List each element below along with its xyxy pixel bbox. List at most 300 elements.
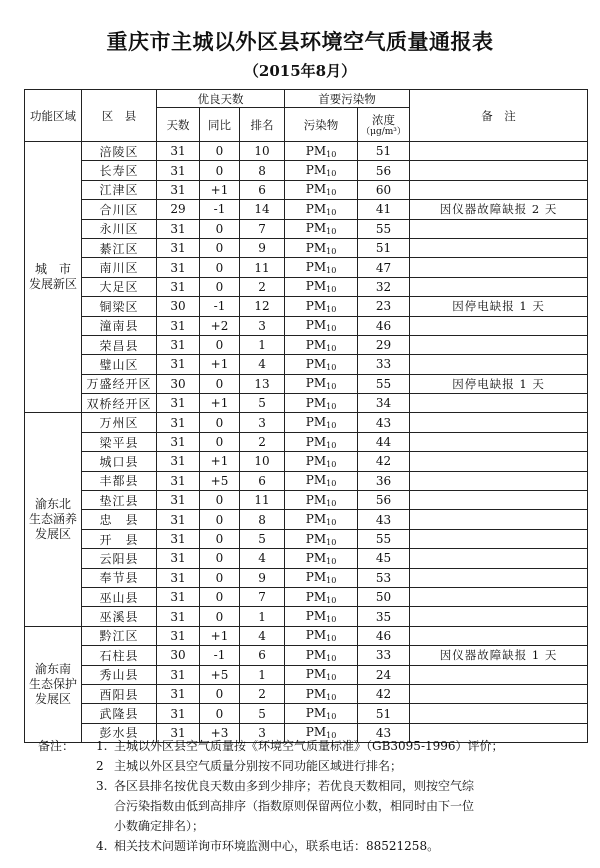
concentration-cell: 36 <box>358 471 410 490</box>
concentration-cell: 33 <box>358 646 410 665</box>
table-row <box>25 587 588 606</box>
table-row <box>25 297 588 316</box>
pollutant-subscript: 10 <box>326 576 337 586</box>
rank-cell: 2 <box>240 684 285 703</box>
pollutant-cell <box>285 529 358 548</box>
pollutant-cell <box>285 607 358 626</box>
pollutant-cell <box>285 200 358 219</box>
table-row <box>25 335 588 354</box>
rank-cell: 1 <box>240 335 285 354</box>
pollutant-cell <box>285 374 358 393</box>
region-cell <box>25 413 82 626</box>
yoy-cell: 0 <box>200 549 240 568</box>
remark-cell <box>410 549 588 568</box>
pollutant-name: PM <box>305 163 327 178</box>
days-cell: 31 <box>157 142 200 161</box>
rank-cell: 1 <box>240 607 285 626</box>
county-cell: 双桥经开区 <box>82 394 157 413</box>
rank-cell: 9 <box>240 238 285 257</box>
days-cell: 31 <box>157 394 200 413</box>
pollutant-name: PM <box>305 356 327 371</box>
concentration-cell: 43 <box>358 723 410 742</box>
county-cell: 万盛经开区 <box>82 374 157 393</box>
concentration-cell: 46 <box>358 626 410 645</box>
table-row <box>25 452 588 471</box>
table-row <box>25 665 588 684</box>
days-cell: 31 <box>157 316 200 335</box>
pollutant-name: PM <box>305 260 327 275</box>
remark-cell: 因仪器故障缺报 2 天 <box>410 200 588 219</box>
days-cell: 31 <box>157 684 200 703</box>
county-cell: 南川区 <box>82 258 157 277</box>
pollutant-subscript: 10 <box>326 440 337 450</box>
yoy-cell: 0 <box>200 432 240 451</box>
yoy-cell: -1 <box>200 646 240 665</box>
county-cell: 长寿区 <box>82 161 157 180</box>
county-cell: 云阳县 <box>82 549 157 568</box>
concentration-cell: 45 <box>358 549 410 568</box>
table-row <box>25 374 588 393</box>
county-cell: 万州区 <box>82 413 157 432</box>
pollutant-subscript: 10 <box>326 324 337 334</box>
table-row <box>25 180 588 199</box>
concentration-cell: 23 <box>358 297 410 316</box>
concentration-cell: 43 <box>358 413 410 432</box>
county-cell: 綦江区 <box>82 238 157 257</box>
yoy-cell: +1 <box>200 180 240 199</box>
pollutant-cell <box>285 704 358 723</box>
rank-cell: 6 <box>240 646 285 665</box>
pollutant-cell <box>285 394 358 413</box>
days-cell: 31 <box>157 161 200 180</box>
rank-cell: 10 <box>240 142 285 161</box>
pollutant-subscript: 10 <box>326 401 337 411</box>
concentration-cell: 44 <box>358 432 410 451</box>
pollutant-name: PM <box>305 609 327 624</box>
concentration-cell: 24 <box>358 665 410 684</box>
county-cell: 石柱县 <box>82 646 157 665</box>
pollutant-cell <box>285 549 358 568</box>
rank-cell: 3 <box>240 413 285 432</box>
pollutant-cell <box>285 684 358 703</box>
days-cell: 31 <box>157 607 200 626</box>
pollutant-name: PM <box>305 550 327 565</box>
pollutant-cell <box>285 432 358 451</box>
note-text: 小数确定排名）； <box>114 819 205 833</box>
concentration-cell: 55 <box>358 529 410 548</box>
rank-cell: 7 <box>240 219 285 238</box>
yoy-cell: +1 <box>200 394 240 413</box>
concentration-cell: 55 <box>358 374 410 393</box>
remark-cell: 因停电缺报 1 天 <box>410 374 588 393</box>
rank-cell: 4 <box>240 626 285 645</box>
table-row <box>25 142 588 161</box>
concentration-cell: 35 <box>358 607 410 626</box>
region-name-line: 渝东北 <box>34 497 71 512</box>
yoy-cell: 0 <box>200 568 240 587</box>
county-cell: 彭水县 <box>82 723 157 742</box>
remark-cell <box>410 277 588 296</box>
pollutant-cell <box>285 471 358 490</box>
days-cell: 31 <box>157 238 200 257</box>
yoy-cell: 0 <box>200 684 240 703</box>
header-region: 功能区域 <box>25 90 82 142</box>
pollutant-cell <box>285 219 358 238</box>
yoy-cell: 0 <box>200 142 240 161</box>
yoy-cell: +5 <box>200 665 240 684</box>
header-concentration-label: 浓度 <box>372 112 396 127</box>
pollutant-name: PM <box>305 240 327 255</box>
remark-cell <box>410 432 588 451</box>
pollutant-subscript: 10 <box>326 518 337 528</box>
county-cell: 梁平县 <box>82 432 157 451</box>
county-cell: 大足区 <box>82 277 157 296</box>
remark-cell <box>410 219 588 238</box>
remark-cell <box>410 316 588 335</box>
yoy-cell: 0 <box>200 219 240 238</box>
yoy-cell: 0 <box>200 277 240 296</box>
county-cell: 涪陵区 <box>82 142 157 161</box>
remark-cell <box>410 258 588 277</box>
pollutant-name: PM <box>305 395 327 410</box>
yoy-cell: 0 <box>200 161 240 180</box>
rank-cell: 13 <box>240 374 285 393</box>
note-item <box>38 816 593 836</box>
pollutant-subscript: 10 <box>326 285 337 295</box>
yoy-cell: 0 <box>200 238 240 257</box>
remark-cell <box>410 607 588 626</box>
pollutant-subscript: 10 <box>326 479 337 489</box>
concentration-cell: 56 <box>358 491 410 510</box>
pollutant-name: PM <box>305 318 327 333</box>
remark-cell <box>410 568 588 587</box>
pollutant-subscript: 10 <box>326 556 337 566</box>
pollutant-subscript: 10 <box>326 653 337 663</box>
days-cell: 30 <box>157 297 200 316</box>
rank-cell: 12 <box>240 297 285 316</box>
concentration-cell: 43 <box>358 510 410 529</box>
note-text: 主城以外区县空气质量分别按不同功能区域进行排名； <box>114 759 403 773</box>
concentration-cell: 53 <box>358 568 410 587</box>
county-cell: 垫江县 <box>82 491 157 510</box>
table-row <box>25 238 588 257</box>
pollutant-cell <box>285 335 358 354</box>
table-row <box>25 394 588 413</box>
table-row <box>25 432 588 451</box>
rank-cell: 5 <box>240 394 285 413</box>
concentration-cell: 60 <box>358 180 410 199</box>
pollutant-subscript: 10 <box>326 207 337 217</box>
pollutant-name: PM <box>305 589 327 604</box>
concentration-cell: 29 <box>358 335 410 354</box>
note-item <box>38 736 593 756</box>
pollutant-name: PM <box>305 531 327 546</box>
pollutant-subscript: 10 <box>326 169 337 179</box>
county-cell: 丰都县 <box>82 471 157 490</box>
pollutant-cell <box>285 452 358 471</box>
yoy-cell: -1 <box>200 200 240 219</box>
pollutant-subscript: 10 <box>326 673 337 683</box>
header-rank: 排名 <box>240 108 285 142</box>
pollutant-subscript: 10 <box>326 266 337 276</box>
county-cell: 城口县 <box>82 452 157 471</box>
note-text: 各区县排名按优良天数由多到少排序；若优良天数相同，则按空气综 <box>114 779 475 793</box>
pollutant-subscript: 10 <box>326 382 337 392</box>
days-cell: 31 <box>157 452 200 471</box>
remark-cell <box>410 238 588 257</box>
remark-cell <box>410 355 588 374</box>
rank-cell: 5 <box>240 704 285 723</box>
notes-section <box>38 736 593 856</box>
pollutant-name: PM <box>305 492 327 507</box>
pollutant-cell <box>285 665 358 684</box>
yoy-cell: +1 <box>200 626 240 645</box>
region-name-line: 发展区 <box>34 527 71 542</box>
rank-cell: 7 <box>240 587 285 606</box>
rank-cell: 4 <box>240 549 285 568</box>
table-row <box>25 684 588 703</box>
report-subtitle: （2015年8月） <box>243 62 357 80</box>
county-cell: 潼南县 <box>82 316 157 335</box>
pollutant-name: PM <box>305 337 327 352</box>
header-pollutant: 污染物 <box>285 108 358 142</box>
pollutant-cell <box>285 142 358 161</box>
pollutant-subscript: 10 <box>326 712 337 722</box>
pollutant-name: PM <box>305 221 327 236</box>
table-row <box>25 510 588 529</box>
note-text: 相关技术问题详询市环境监测中心，联系电话：88521258。 <box>114 839 440 853</box>
yoy-cell: +1 <box>200 452 240 471</box>
yoy-cell: 0 <box>200 491 240 510</box>
header-concentration <box>358 108 410 142</box>
county-cell: 永川区 <box>82 219 157 238</box>
days-cell: 30 <box>157 374 200 393</box>
pollutant-name: PM <box>305 182 327 197</box>
days-cell: 31 <box>157 587 200 606</box>
table-row <box>25 704 588 723</box>
rank-cell: 5 <box>240 529 285 548</box>
rank-cell: 2 <box>240 432 285 451</box>
table-row <box>25 529 588 548</box>
concentration-cell: 47 <box>358 258 410 277</box>
header-concentration-unit: （μg/m³） <box>361 126 406 137</box>
county-cell: 璧山区 <box>82 355 157 374</box>
county-cell: 酉阳县 <box>82 684 157 703</box>
yoy-cell: 0 <box>200 335 240 354</box>
pollutant-subscript: 10 <box>326 498 337 508</box>
concentration-cell: 55 <box>358 219 410 238</box>
pollutant-subscript: 10 <box>326 692 337 702</box>
pollutant-cell <box>285 161 358 180</box>
pollutant-name: PM <box>305 279 327 294</box>
days-cell: 31 <box>157 413 200 432</box>
days-cell: 31 <box>157 568 200 587</box>
note-item <box>38 776 593 796</box>
remark-cell <box>410 335 588 354</box>
table-row <box>25 258 588 277</box>
pollutant-cell <box>285 180 358 199</box>
table-row <box>25 219 588 238</box>
yoy-cell: 0 <box>200 510 240 529</box>
header-days: 天数 <box>157 108 200 142</box>
county-cell: 江津区 <box>82 180 157 199</box>
remark-cell <box>410 704 588 723</box>
pollutant-cell <box>285 297 358 316</box>
remark-cell <box>410 684 588 703</box>
note-number: 1. <box>96 739 108 753</box>
notes-body <box>38 736 593 856</box>
pollutant-subscript: 10 <box>326 149 337 159</box>
region-name-line: 发展区 <box>34 691 71 706</box>
note-item <box>38 836 593 856</box>
region-name-line: 生态保护 <box>28 676 77 691</box>
region-name-line: 生态涵养 <box>28 512 77 527</box>
rank-cell: 8 <box>240 161 285 180</box>
concentration-cell: 50 <box>358 587 410 606</box>
note-item <box>38 796 593 816</box>
pollutant-cell <box>285 413 358 432</box>
remark-cell: 因仪器故障缺报 1 天 <box>410 646 588 665</box>
pollutant-name: PM <box>305 667 327 682</box>
table-row <box>25 607 588 626</box>
pollutant-name: PM <box>305 686 327 701</box>
concentration-cell: 33 <box>358 355 410 374</box>
pollutant-name: PM <box>305 473 327 488</box>
yoy-cell: 0 <box>200 607 240 626</box>
note-item <box>38 756 593 776</box>
table-row <box>25 355 588 374</box>
rank-cell: 6 <box>240 180 285 199</box>
yoy-cell: +5 <box>200 471 240 490</box>
yoy-cell: 0 <box>200 258 240 277</box>
rank-cell: 14 <box>240 200 285 219</box>
days-cell: 31 <box>157 510 200 529</box>
yoy-cell: +1 <box>200 355 240 374</box>
pollutant-name: PM <box>305 201 327 216</box>
days-cell: 31 <box>157 723 200 742</box>
pollutant-cell <box>285 491 358 510</box>
county-cell: 巫溪县 <box>82 607 157 626</box>
table-row <box>25 646 588 665</box>
yoy-cell: 0 <box>200 529 240 548</box>
table-row <box>25 549 588 568</box>
county-cell: 武隆县 <box>82 704 157 723</box>
pollutant-name: PM <box>305 725 327 740</box>
table-row <box>25 200 588 219</box>
pollutant-name: PM <box>305 415 327 430</box>
county-cell: 奉节县 <box>82 568 157 587</box>
region-name-line: 城 市 <box>34 262 71 277</box>
days-cell: 31 <box>157 180 200 199</box>
remark-cell <box>410 471 588 490</box>
days-cell: 31 <box>157 626 200 645</box>
pollutant-subscript: 10 <box>326 731 337 741</box>
pollutant-subscript: 10 <box>326 421 337 431</box>
table-row <box>25 568 588 587</box>
county-cell: 荣昌县 <box>82 335 157 354</box>
yoy-cell: 0 <box>200 413 240 432</box>
remark-cell: 因停电缺报 1 天 <box>410 297 588 316</box>
table-body <box>25 142 588 743</box>
header-good-days: 优良天数 <box>157 90 285 108</box>
header-yoy: 同比 <box>200 108 240 142</box>
air-quality-table <box>24 89 588 743</box>
region-name-line: 渝东南 <box>34 661 71 676</box>
remark-cell <box>410 529 588 548</box>
pollutant-subscript: 10 <box>326 304 337 314</box>
header-county: 区 县 <box>82 90 157 142</box>
yoy-cell: +3 <box>200 723 240 742</box>
remark-cell <box>410 665 588 684</box>
table-row <box>25 626 588 645</box>
rank-cell: 3 <box>240 723 285 742</box>
pollutant-subscript: 10 <box>326 595 337 605</box>
yoy-cell: +2 <box>200 316 240 335</box>
remark-cell <box>410 510 588 529</box>
pollutant-cell <box>285 277 358 296</box>
remark-cell <box>410 587 588 606</box>
region-cell <box>25 626 82 742</box>
rank-cell: 3 <box>240 316 285 335</box>
table-row <box>25 277 588 296</box>
pollutant-subscript: 10 <box>326 188 337 198</box>
county-cell: 秀山县 <box>82 665 157 684</box>
pollutant-subscript: 10 <box>326 227 337 237</box>
table-row <box>25 161 588 180</box>
rank-cell: 8 <box>240 510 285 529</box>
pollutant-name: PM <box>305 434 327 449</box>
yoy-cell: 0 <box>200 374 240 393</box>
pollutant-subscript: 10 <box>326 537 337 547</box>
concentration-cell: 42 <box>358 684 410 703</box>
pollutant-cell <box>285 568 358 587</box>
pollutant-name: PM <box>305 706 327 721</box>
pollutant-name: PM <box>305 570 327 585</box>
pollutant-cell <box>285 258 358 277</box>
remark-cell <box>410 452 588 471</box>
rank-cell: 11 <box>240 258 285 277</box>
pollutant-name: PM <box>305 647 327 662</box>
days-cell: 31 <box>157 529 200 548</box>
pollutant-subscript: 10 <box>326 343 337 353</box>
table-row <box>25 316 588 335</box>
concentration-cell: 51 <box>358 238 410 257</box>
note-number: 2 <box>96 759 104 773</box>
days-cell: 29 <box>157 200 200 219</box>
days-cell: 31 <box>157 471 200 490</box>
region-name-line: 发展新区 <box>28 277 77 292</box>
concentration-cell: 56 <box>358 161 410 180</box>
note-text: 合污染指数由低到高排序（指数原则保留两位小数，相同时由下一位 <box>114 799 475 813</box>
concentration-cell: 41 <box>358 200 410 219</box>
notes-label: 备注： <box>38 739 75 753</box>
concentration-cell: 32 <box>358 277 410 296</box>
days-cell: 31 <box>157 549 200 568</box>
days-cell: 31 <box>157 704 200 723</box>
pollutant-cell <box>285 510 358 529</box>
pollutant-name: PM <box>305 376 327 391</box>
remark-cell <box>410 394 588 413</box>
yoy-cell: 0 <box>200 587 240 606</box>
rank-cell: 10 <box>240 452 285 471</box>
pollutant-cell <box>285 626 358 645</box>
pollutant-subscript: 10 <box>326 362 337 372</box>
remark-cell <box>410 180 588 199</box>
pollutant-name: PM <box>305 143 327 158</box>
table-row <box>25 471 588 490</box>
days-cell: 31 <box>157 219 200 238</box>
header-remark: 备 注 <box>410 90 588 142</box>
